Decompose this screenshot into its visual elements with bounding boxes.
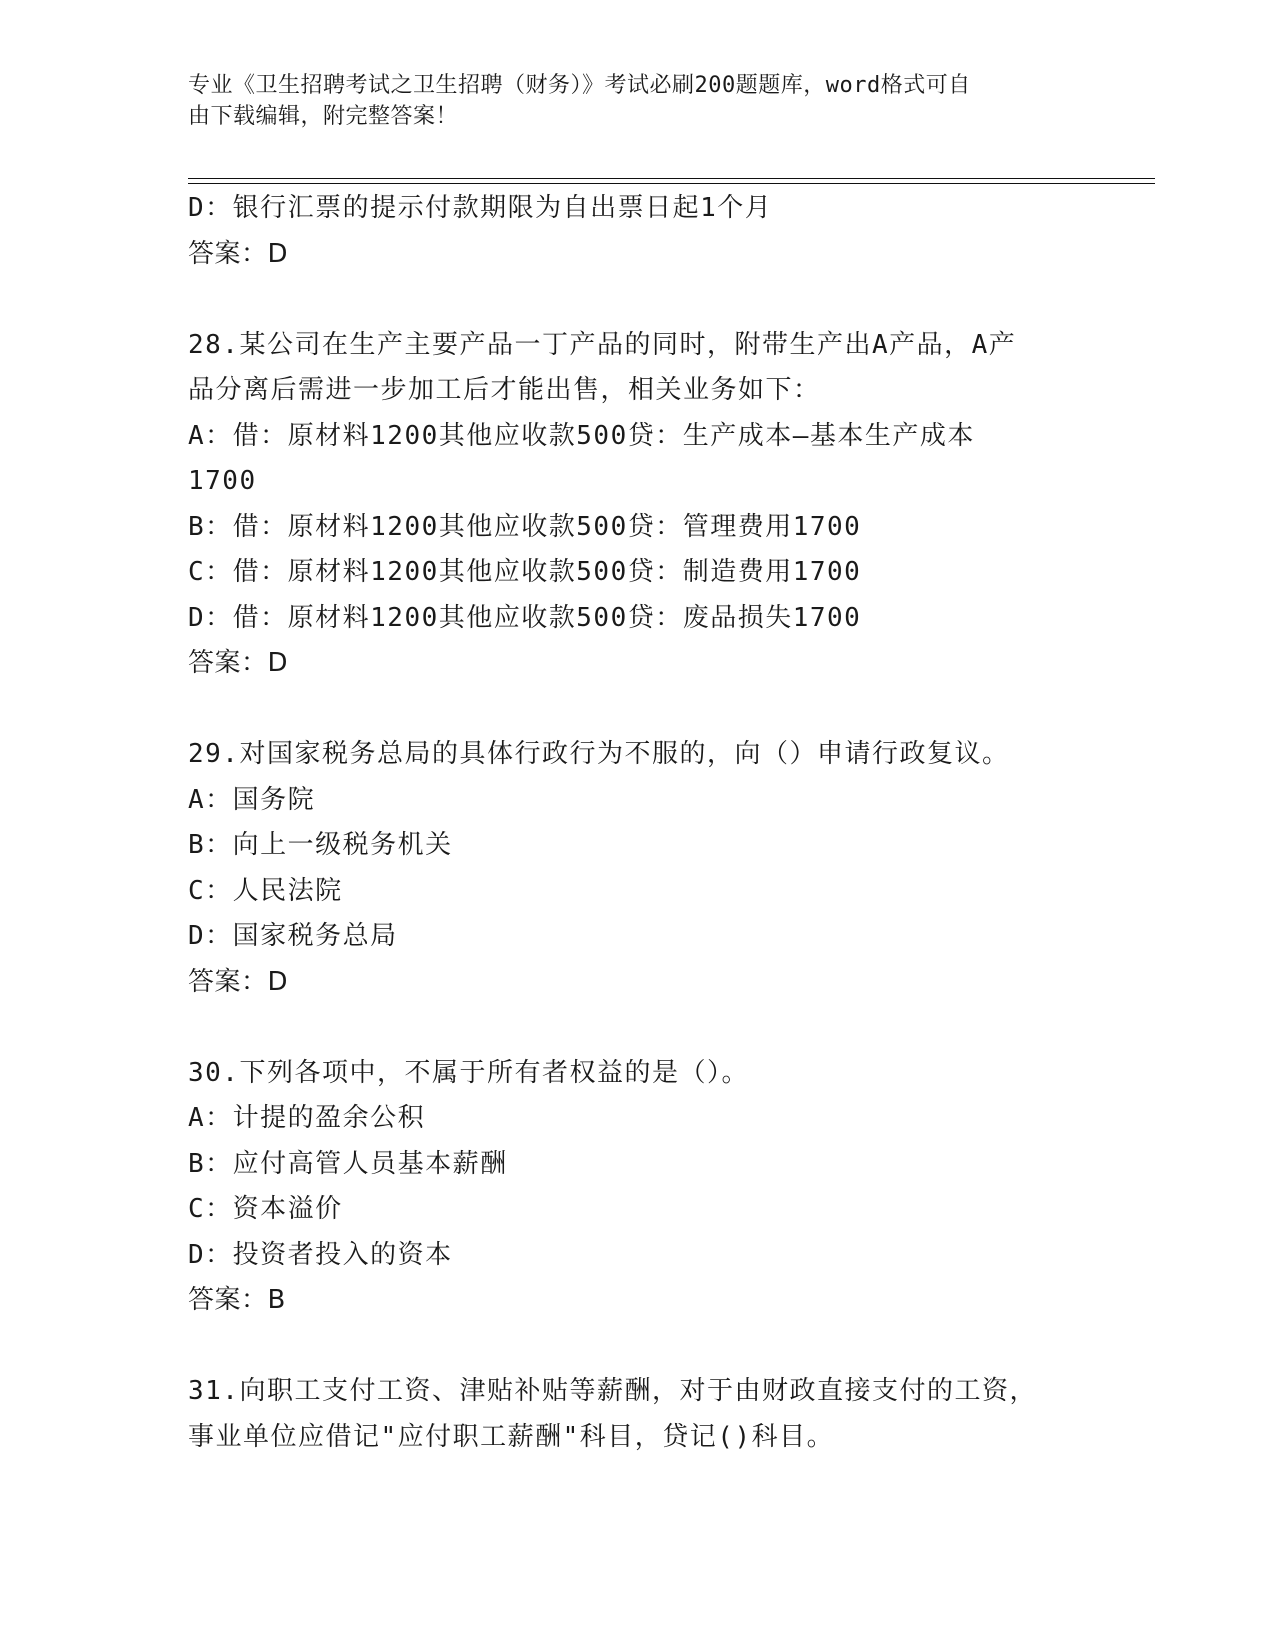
option-d: D：银行汇票的提示付款期限为自出票日起1个月 bbox=[188, 193, 773, 223]
answer: 答案：B bbox=[188, 1285, 286, 1315]
header-divider-top bbox=[188, 178, 1155, 179]
option-c: C：借：原材料1200其他应收款500贷：制造费用1700 bbox=[188, 557, 862, 587]
option-a-continued: 1700 bbox=[188, 466, 257, 496]
option-c: C：人民法院 bbox=[188, 875, 343, 906]
option-b: B：应付高管人员基本薪酬 bbox=[188, 1148, 508, 1179]
question-stem-continued: 品分离后需进一步加工后才能出售，相关业务如下： bbox=[188, 375, 821, 405]
option-d: D：投资者投入的资本 bbox=[188, 1239, 453, 1270]
option-a: A：国务院 bbox=[188, 784, 316, 815]
question-30 bbox=[188, 1051, 1108, 1324]
spacer bbox=[188, 1324, 1108, 1370]
question-28 bbox=[188, 323, 1108, 687]
question-stem-continued: 事业单位应借记"应付职工薪酬"科目，贷记()科目。 bbox=[188, 1421, 835, 1452]
document-body bbox=[188, 186, 1108, 1460]
previous-question-tail bbox=[188, 186, 1108, 277]
answer: 答案：D bbox=[188, 648, 289, 678]
answer: 答案：D bbox=[188, 966, 289, 997]
spacer bbox=[188, 277, 1108, 323]
option-d: D：借：原材料1200其他应收款500贷：废品损失1700 bbox=[188, 602, 862, 633]
option-d: D：国家税务总局 bbox=[188, 921, 398, 951]
question-stem: 28.某公司在生产主要产品一丁产品的同时，附带生产出A产品，A产 bbox=[188, 329, 1017, 360]
option-b: B：借：原材料1200其他应收款500贷：管理费用1700 bbox=[188, 511, 862, 542]
page-header bbox=[188, 70, 1088, 132]
spacer bbox=[188, 1005, 1108, 1051]
header-line-1: 专业《卫生招聘考试之卫生招聘（财务）》考试必刷200题题库，word格式可自 bbox=[188, 73, 971, 98]
spacer bbox=[188, 687, 1108, 733]
option-b: B：向上一级税务机关 bbox=[188, 830, 453, 860]
option-a: A：借：原材料1200其他应收款500贷：生产成本—基本生产成本 bbox=[188, 420, 975, 451]
question-stem: 30.下列各项中，不属于所有者权益的是（）。 bbox=[188, 1057, 749, 1088]
question-stem: 29.对国家税务总局的具体行政行为不服的，向（）申请行政复议。 bbox=[188, 739, 1010, 769]
option-a: A：计提的盈余公积 bbox=[188, 1103, 426, 1133]
option-c: C：资本溢价 bbox=[188, 1194, 343, 1224]
question-stem: 31.向职工支付工资、津贴补贴等薪酬，对于由财政直接支付的工资， bbox=[188, 1376, 1037, 1406]
question-31 bbox=[188, 1369, 1108, 1460]
answer: 答案：D bbox=[188, 238, 289, 269]
question-29 bbox=[188, 732, 1108, 1005]
header-divider-bottom bbox=[188, 183, 1155, 184]
header-line-2: 由下载编辑，附完整答案！ bbox=[188, 104, 459, 129]
